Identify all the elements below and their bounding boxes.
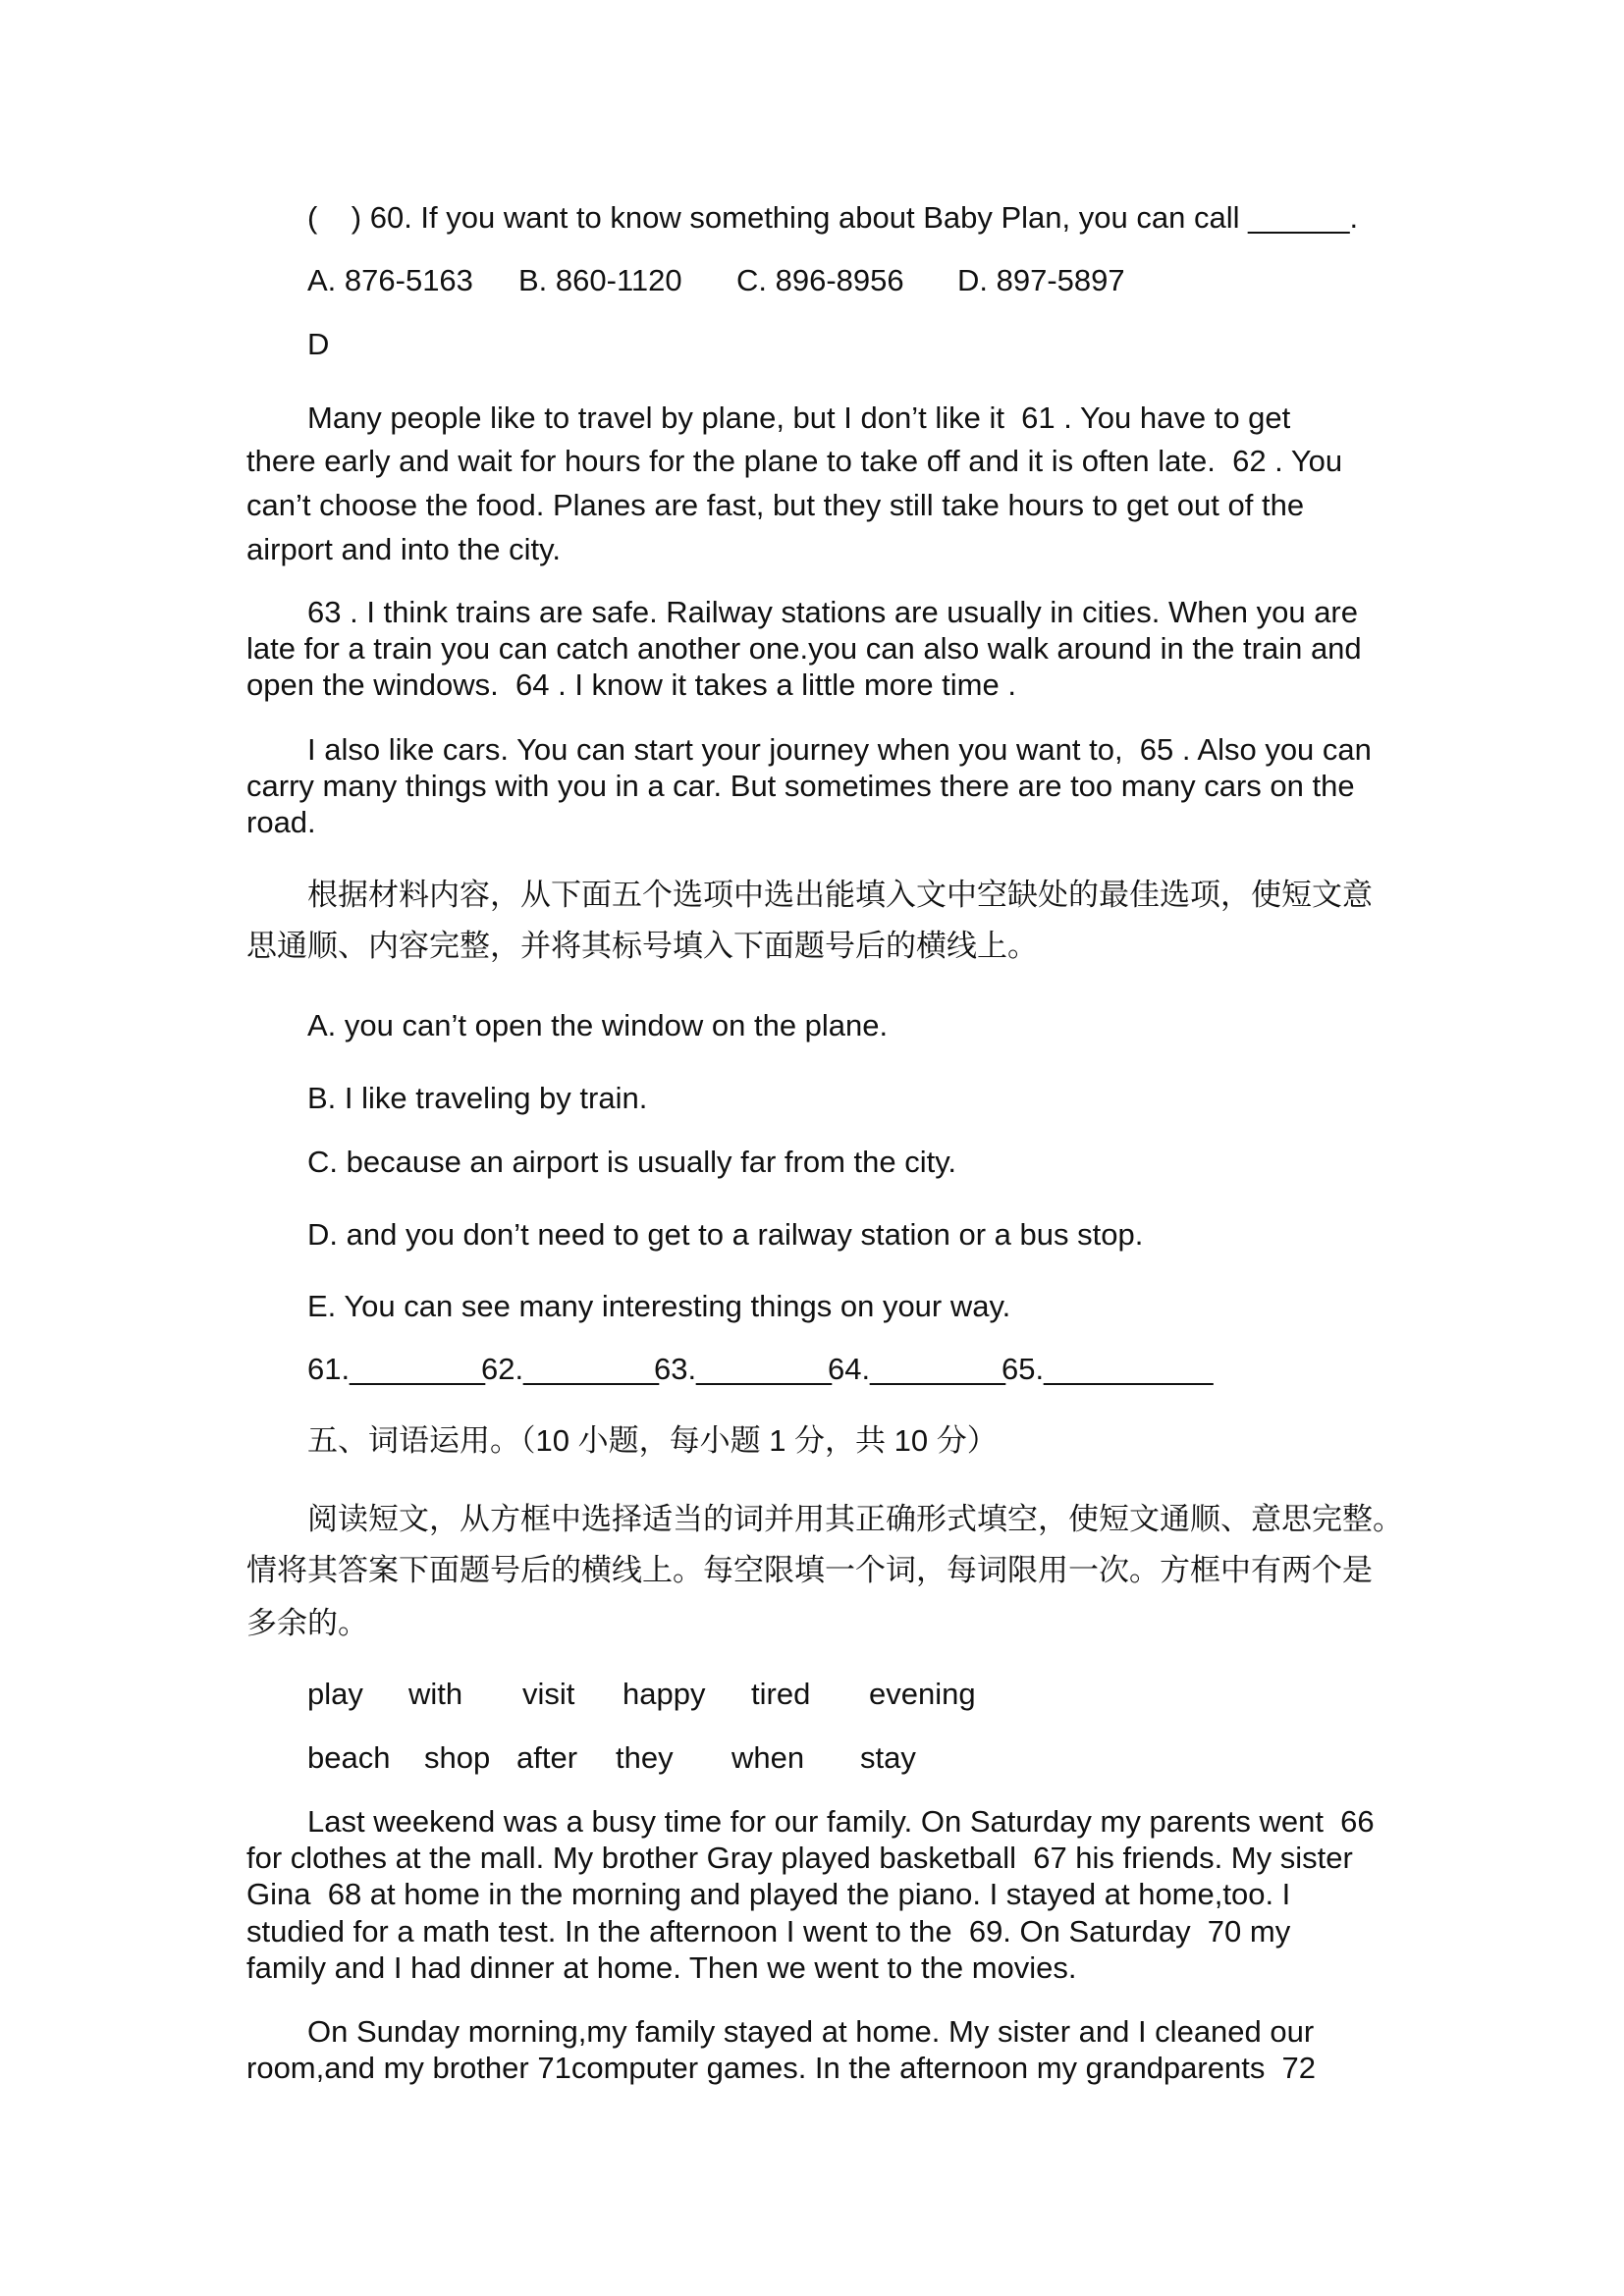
word-item: they <box>616 1740 674 1775</box>
section-5-heading: 五、词语运用。（10 小题，每小题 1 分，共 10 分） <box>307 1423 998 1458</box>
word-item: play <box>307 1677 363 1711</box>
instruction-line: 思通顺、内容完整，并将其标号填入下面题号后的横线上。 <box>246 929 1038 963</box>
choice-a: A. you can’t open the window on the plane. <box>307 1008 889 1042</box>
answer-blank-65[interactable]: 65.__________ <box>1001 1352 1214 1386</box>
q60-option-d: D. 897-5897 <box>957 263 1125 297</box>
answer-blank-64[interactable]: 64.________ <box>828 1352 1006 1386</box>
choice-c: C. because an airport is usually far from the city. <box>307 1145 957 1179</box>
paragraph-line: open the windows. 64 . I know it takes a little more time . <box>246 667 1016 702</box>
answer-blank-62[interactable]: 62.________ <box>481 1352 660 1386</box>
paragraph-line: Last weekend was a busy time for our family. On Saturday my parents went 66 <box>307 1804 1375 1839</box>
paragraph-line: can’t choose the food. Planes are fast, but they still take hours to get out of the <box>246 488 1305 522</box>
instruction-line: 情将其答案下面题号后的横线上。每空限填一个词，每词限用一次。方框中有两个是 <box>246 1553 1373 1587</box>
choice-e: E. You can see many interesting things on your way. <box>307 1289 1011 1323</box>
word-item: when <box>731 1740 805 1775</box>
word-item: after <box>516 1740 578 1775</box>
answer-blank-61[interactable]: 61.________ <box>307 1352 486 1386</box>
paragraph-line: carry many things with you in a car. But sometimes there are too many cars on the <box>246 769 1355 803</box>
word-item: visit <box>522 1677 575 1711</box>
paragraph-line: Many people like to travel by plane, but I don’t like it 61 . You have to get <box>307 400 1291 435</box>
choice-b: B. I like traveling by train. <box>307 1081 648 1115</box>
paragraph-line: airport and into the city. <box>246 532 561 566</box>
paragraph-line: there early and wait for hours for the plane to take off and it is often late. 62 . You <box>246 444 1343 478</box>
word-item: shop <box>424 1740 491 1775</box>
choice-d: D. and you don’t need to get to a railway station or a bus stop. <box>307 1217 1144 1252</box>
paragraph-line: room,and my brother 71computer games. In the afternoon my grandparents 72 <box>246 2051 1317 2085</box>
paragraph-line: I also like cars. You can start your journey when you want to, 65 . Also you can <box>307 732 1372 767</box>
q60-option-b: B. 860-1120 <box>518 263 682 297</box>
word-item: tired <box>751 1677 811 1711</box>
q60-option-a: A. 876-5163 <box>307 263 473 297</box>
word-item: beach <box>307 1740 391 1775</box>
q60-option-c: C. 896-8956 <box>736 263 904 297</box>
paragraph-line: family and I had dinner at home. Then we went to the movies. <box>246 1950 1077 1985</box>
q60-stem: ( ) 60. If you want to know something about Baby Plan, you can call ______. <box>307 200 1359 235</box>
paragraph-line: road. <box>246 805 316 839</box>
answer-blank-63[interactable]: 63.________ <box>654 1352 833 1386</box>
word-item: with <box>408 1677 463 1711</box>
paragraph-line: 63 . I think trains are safe. Railway stations are usually in cities. When you are <box>307 595 1358 629</box>
paragraph-line: late for a train you can catch another one.you can also walk around in the train and <box>246 631 1362 666</box>
paragraph-line: On Sunday morning,my family stayed at home. My sister and I cleaned our <box>307 2014 1315 2049</box>
paragraph-line: for clothes at the mall. My brother Gray played basketball 67 his friends. My sister <box>246 1841 1353 1875</box>
instruction-line: 阅读短文，从方框中选择适当的词并用其正确形式填空，使短文通顺、意思完整。 <box>307 1502 1403 1536</box>
word-item: happy <box>623 1677 706 1711</box>
instruction-line: 根据材料内容，从下面五个选项中选出能填入文中空缺处的最佳选项，使短文意 <box>307 878 1373 912</box>
paragraph-line: Gina 68 at home in the morning and played the piano. I stayed at home,too. I <box>246 1877 1291 1911</box>
word-item: stay <box>860 1740 916 1775</box>
word-item: evening <box>869 1677 976 1711</box>
instruction-line: 多余的。 <box>246 1606 368 1640</box>
section-d-label: D <box>307 327 330 361</box>
paragraph-line: studied for a math test. In the afternoon I went to the 69. On Saturday 70 my <box>246 1914 1291 1949</box>
